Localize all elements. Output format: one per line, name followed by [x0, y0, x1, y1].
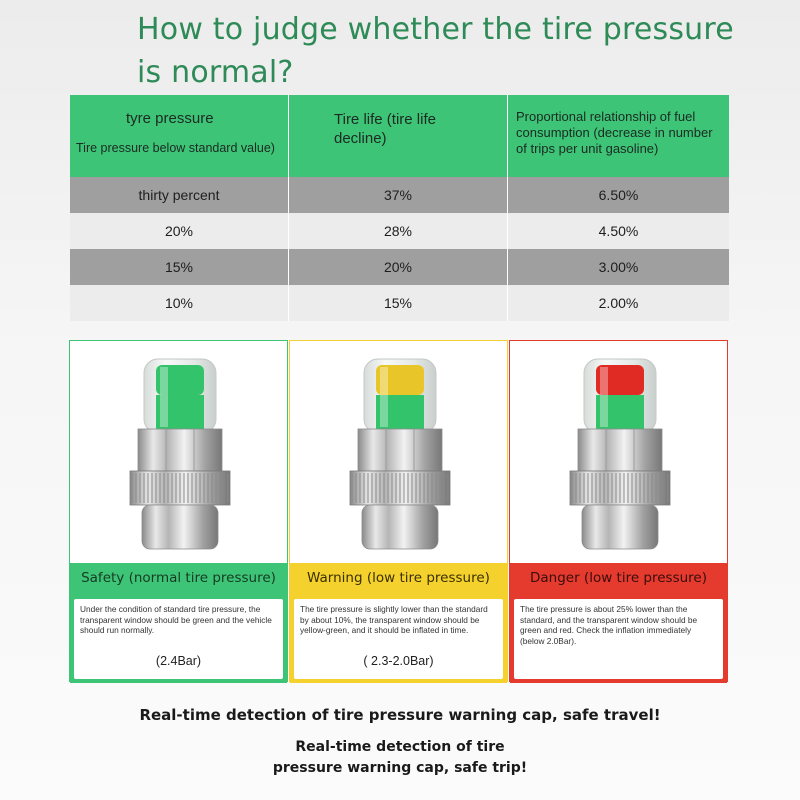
header-fuel-consumption-label: Proportional relationship of fuel consumption (decrease in number of trips per unit gasoline): [516, 109, 713, 156]
warning-card: [289, 340, 508, 682]
header-tyre-pressure: [70, 95, 289, 177]
cell-pressure: 10%: [70, 285, 289, 321]
header-tire-life: [289, 95, 508, 177]
cap-photo-danger: [510, 341, 727, 563]
status-label-warning: Warning (low tire pressure): [290, 563, 507, 593]
valve-cap-icon: [290, 341, 509, 563]
cell-tire-life: 37%: [289, 177, 508, 213]
cell-tire-life: 28%: [289, 213, 508, 249]
status-label-danger: Danger (low tire pressure): [510, 563, 727, 593]
cell-pressure: thirty percent: [70, 177, 289, 213]
valve-cap-icon: [70, 341, 289, 563]
pressure-range-safety: (2.4Bar): [155, 654, 202, 668]
cap-photo-warning: [290, 341, 507, 563]
tagline-secondary-line2: pressure warning cap, safe trip!: [272, 760, 528, 776]
table-header: [70, 95, 729, 177]
header-fuel-consumption: [508, 95, 729, 177]
cell-fuel: 2.00%: [598, 295, 639, 311]
table-row: [70, 285, 729, 321]
header-tyre-pressure-sub: Tire pressure below standard value): [76, 141, 275, 155]
tagline-secondary: [0, 737, 800, 779]
header-tyre-pressure-label: tyre pressure: [126, 110, 214, 127]
pressure-range-warning: ( 2.3-2.0Bar): [363, 654, 434, 668]
cell-fuel: 6.50%: [598, 187, 639, 203]
cell-fuel: 4.50%: [598, 223, 639, 239]
description-danger: The tire pressure is about 25% lower than the standard, and the transparent window should be green and red. Check the inflation immediately (below 2.0Bar).: [514, 599, 723, 679]
cap-photo-safety: [70, 341, 287, 563]
table-row: [70, 177, 729, 213]
cell-pressure: 20%: [70, 213, 289, 249]
status-label-safety: Safety (normal tire pressure): [70, 563, 287, 593]
description-warning: The tire pressure is slightly lower than the standard by about 10%, the transparent window should be yellow-green, and it should be inflated in time.: [294, 599, 503, 679]
pressure-table: [70, 95, 729, 321]
tagline-primary: Real-time detection of tire pressure warning cap, safe travel!: [139, 706, 661, 724]
valve-cap-icon: [510, 341, 729, 563]
safety-card: [69, 340, 288, 682]
cell-tire-life: 20%: [289, 249, 508, 285]
page-title: How to judge whether the tire pressure is normal?: [137, 12, 734, 90]
table-row: [70, 249, 729, 285]
cell-tire-life: 15%: [289, 285, 508, 321]
tagline-secondary-line1: Real-time detection of tire: [295, 739, 505, 755]
danger-card: [509, 340, 728, 682]
description-safety: Under the condition of standard tire pressure, the transparent window should be green and the vehicle should run normally.: [74, 599, 283, 679]
header-tire-life-label: Tire life (tire life decline): [334, 111, 436, 147]
cell-pressure: 15%: [70, 249, 289, 285]
cell-fuel: 3.00%: [598, 259, 639, 275]
table-row: [70, 213, 729, 249]
